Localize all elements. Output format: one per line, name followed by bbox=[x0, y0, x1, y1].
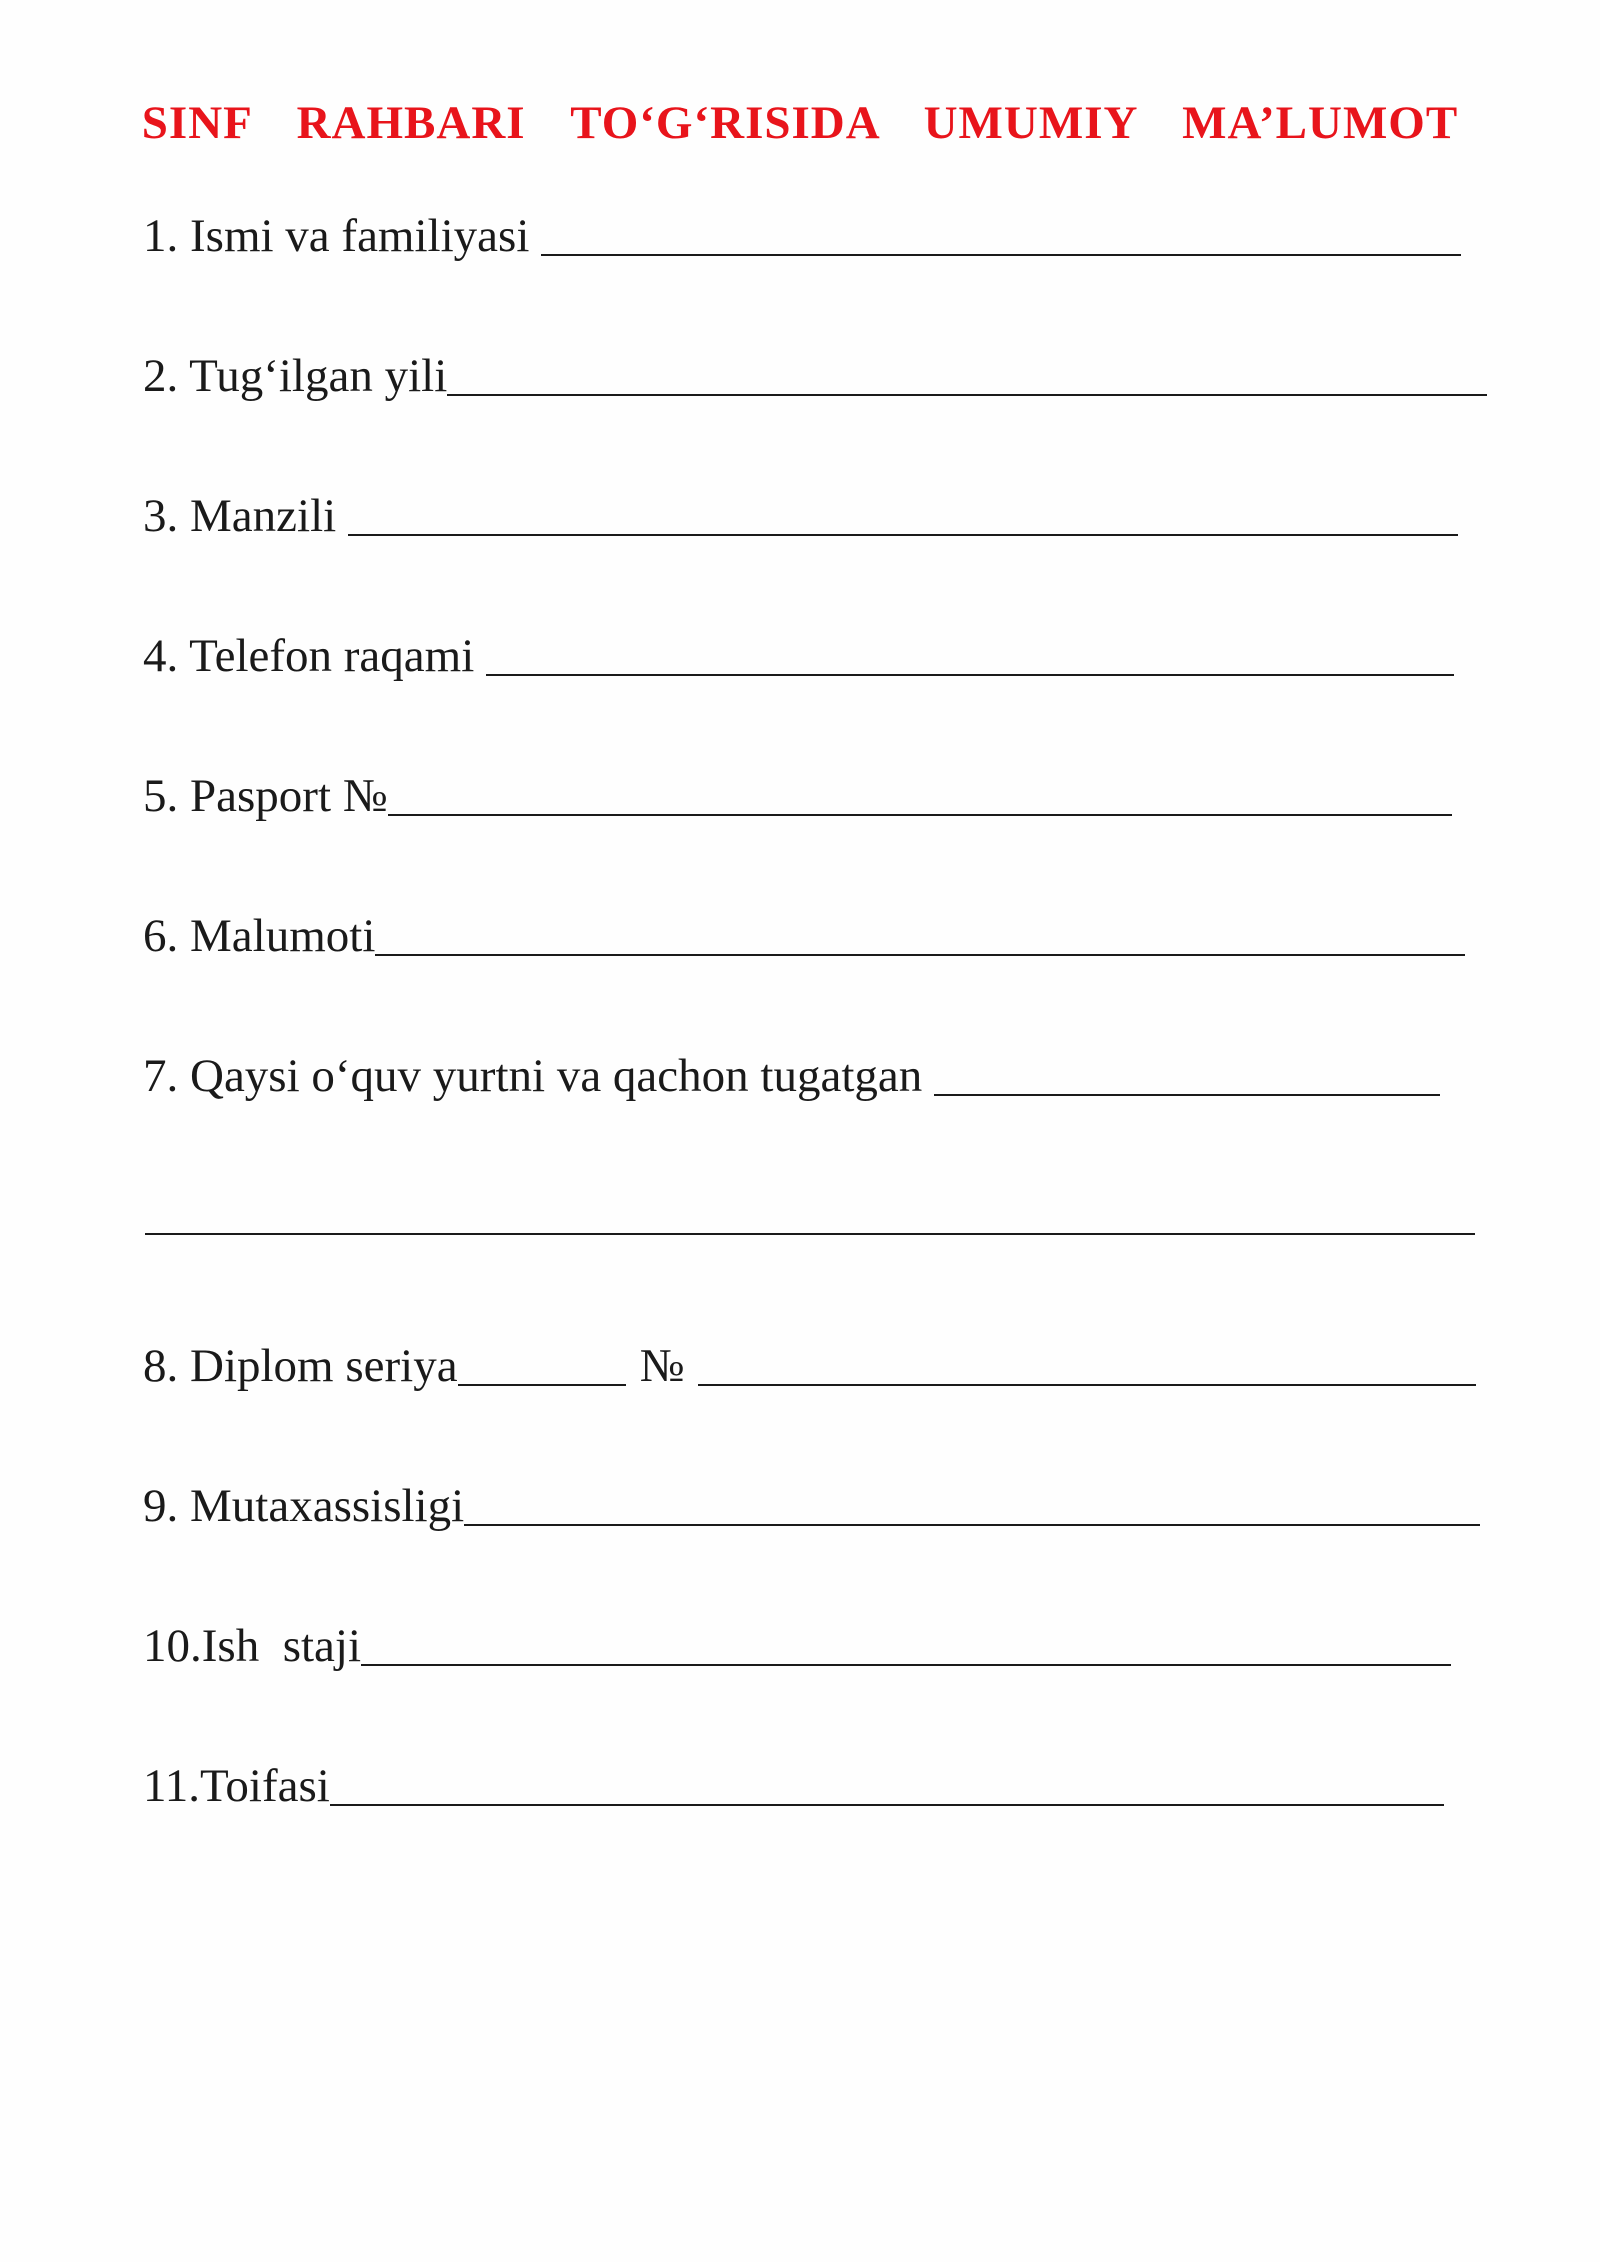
field-education bbox=[143, 900, 1465, 960]
phone-number-input-line[interactable] bbox=[486, 674, 1454, 676]
work-experience-input-line[interactable] bbox=[361, 1664, 1451, 1666]
field-label: 8. Diplom seriya bbox=[143, 1340, 458, 1392]
address-input-line[interactable] bbox=[348, 534, 1458, 536]
field-label: 1. Ismi va familiyasi bbox=[143, 210, 542, 262]
field-label: 2. Tug‘ilgan yili bbox=[143, 350, 448, 402]
field-work-experience bbox=[143, 1610, 1451, 1670]
field-label: 7. Qaysi o‘quv yurtni va qachon tugatgan bbox=[143, 1050, 934, 1102]
category-input-line[interactable] bbox=[330, 1804, 1444, 1806]
field-specialty bbox=[143, 1470, 1480, 1530]
diploma-series-input-line[interactable] bbox=[458, 1384, 626, 1386]
field-graduated-institution bbox=[143, 1040, 1440, 1100]
field-passport-number bbox=[143, 760, 1452, 820]
field-full-name bbox=[143, 200, 1461, 260]
field-label: 11.Toifasi bbox=[143, 1760, 330, 1812]
field-label: 9. Mutaxassisligi bbox=[143, 1480, 465, 1532]
specialty-input-line[interactable] bbox=[464, 1524, 1480, 1526]
graduated-institution-input-line[interactable] bbox=[934, 1094, 1440, 1096]
field-phone-number bbox=[143, 620, 1454, 680]
field-label: 4. Telefon raqami bbox=[143, 630, 486, 682]
field-category bbox=[143, 1750, 1444, 1810]
field-label: 5. Pasport № bbox=[143, 770, 388, 822]
diploma-number-input-line[interactable] bbox=[698, 1384, 1476, 1386]
birth-year-input-line[interactable] bbox=[447, 394, 1487, 396]
education-input-line[interactable] bbox=[375, 954, 1465, 956]
field-birth-year bbox=[143, 340, 1487, 400]
field-label: 3. Manzili bbox=[143, 490, 348, 542]
full-name-input-line[interactable] bbox=[541, 254, 1461, 256]
graduated-institution-continuation-line[interactable] bbox=[145, 1233, 1475, 1235]
field-address bbox=[143, 480, 1458, 540]
field-label: 10.Ish staji bbox=[143, 1620, 362, 1672]
field-label: 6. Malumoti bbox=[143, 910, 376, 962]
number-sign-label: № bbox=[639, 1340, 685, 1392]
field-diploma bbox=[143, 1330, 1476, 1390]
passport-number-input-line[interactable] bbox=[388, 814, 1452, 816]
page-title: SINF RAHBARI TO‘G‘RISIDA UMUMIY MA’LUMOT bbox=[141, 97, 1459, 149]
